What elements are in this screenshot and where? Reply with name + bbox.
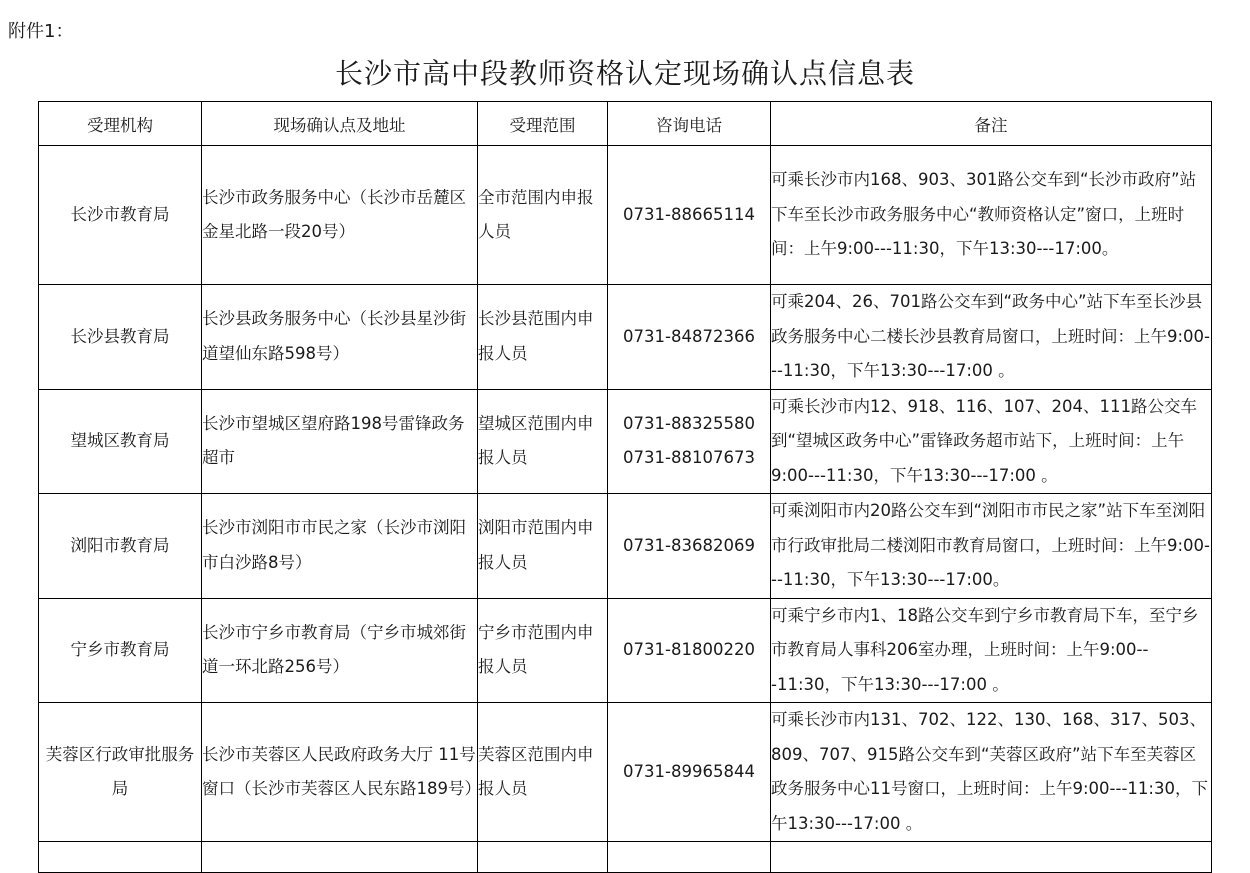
phone-cell xyxy=(608,494,771,599)
address-cell: 长沙市浏阳市市民之家（长沙市浏阳市白沙路8号） xyxy=(202,494,478,599)
phone-cell xyxy=(608,389,771,494)
phone-number: 0731-84872366 xyxy=(623,326,755,346)
table-header-row xyxy=(39,102,1212,146)
agency-cell: 宁乡市教育局 xyxy=(39,598,202,703)
phone-number: 0731-88665114 xyxy=(623,204,755,224)
table-row xyxy=(39,494,1212,599)
phone-number: 0731-81800220 xyxy=(623,640,755,659)
phone-number: 0731-89965844 xyxy=(623,761,755,781)
note-cell: 可乘长沙市内168、903、301路公交车到“长沙市政府”站下车至长沙市政务服务中心“教师资格认定”窗口，上班时间：上午9:00---11:30，下午13:30---17:00。 xyxy=(771,146,1212,285)
table-row xyxy=(39,389,1212,494)
table-row xyxy=(39,285,1212,390)
empty-cell xyxy=(608,842,771,873)
header-agency: 受理机构 xyxy=(39,102,202,146)
header-note: 备注 xyxy=(771,102,1212,146)
table-row xyxy=(39,146,1212,285)
empty-cell xyxy=(202,842,478,873)
header-phone: 咨询电话 xyxy=(608,102,771,146)
document-title: 长沙市高中段教师资格认定现场确认点信息表 xyxy=(334,57,915,90)
phone-cell xyxy=(608,598,771,703)
scope-cell: 宁乡市范围内申报人员 xyxy=(478,598,608,703)
phone-cell xyxy=(608,703,771,842)
address-cell: 长沙市宁乡市教育局（宁乡市城郊街道一环北路256号） xyxy=(202,598,478,703)
agency-cell: 望城区教育局 xyxy=(39,389,202,494)
note-cell: 可乘长沙市内12、918、116、107、204、111路公交车到“望城区政务中心”雷锋政务超市站下，上班时间：上午9:00---11:30，下午13:30---17:00 。 xyxy=(771,389,1212,494)
phone-cell xyxy=(608,285,771,390)
table-row xyxy=(39,598,1212,703)
address-cell: 长沙市政务服务中心（长沙市岳麓区金星北路一段20号） xyxy=(202,146,478,285)
agency-cell: 长沙县教育局 xyxy=(39,285,202,390)
note-cell: 可乘宁乡市内1、18路公交车到宁乡市教育局下车，至宁乡市教育局人事科206室办理，上班时间：上午9:00---11:30，下午13:30---17:00 。 xyxy=(771,598,1212,703)
agency-cell: 浏阳市教育局 xyxy=(39,494,202,599)
table-row-empty xyxy=(39,842,1212,873)
address-cell: 长沙市望城区望府路198号雷锋政务超市 xyxy=(202,389,478,494)
address-cell: 长沙县政务服务中心（长沙县星沙街道望仙东路598号） xyxy=(202,285,478,390)
note-cell: 可乘长沙市内131、702、122、130、168、317、503、809、707、915路公交车到“芙蓉区政府”站下车至芙蓉区政务服务中心11号窗口，上班时间：上午9:00---11:30，下午13:30---17:00 。 xyxy=(771,703,1212,842)
empty-cell xyxy=(39,842,202,873)
empty-cell xyxy=(771,842,1212,873)
attachment-label: 附件1： xyxy=(8,21,74,42)
scope-cell: 浏阳市范围内申报人员 xyxy=(478,494,608,599)
scope-cell: 长沙县范围内申报人员 xyxy=(478,285,608,390)
note-cell: 可乘204、26、701路公交车到“政务中心”站下车至长沙县政务服务中心二楼长沙县教育局窗口，上班时间：上午9:00---11:30，下午13:30---17:00 。 xyxy=(771,285,1212,390)
empty-cell xyxy=(478,842,608,873)
phone-number: 0731-88107673 xyxy=(623,448,755,468)
phone-number: 0731-88325580 xyxy=(623,413,755,433)
scope-cell: 望城区范围内申报人员 xyxy=(478,389,608,494)
info-table xyxy=(38,101,1212,873)
scope-cell: 芙蓉区范围内申报人员 xyxy=(478,703,608,842)
header-scope: 受理范围 xyxy=(478,102,608,146)
agency-cell: 芙蓉区行政审批服务局 xyxy=(39,703,202,842)
address-cell: 长沙市芙蓉区人民政府政务大厅 11号窗口（长沙市芙蓉区人民东路189号） xyxy=(202,703,478,842)
phone-number: 0731-83682069 xyxy=(623,535,755,555)
agency-cell: 长沙市教育局 xyxy=(39,146,202,285)
note-cell: 可乘浏阳市内20路公交车到“浏阳市市民之家”站下车至浏阳市行政审批局二楼浏阳市教育局窗口，上班时间：上午9:00---11:30，下午13:30---17:00。 xyxy=(771,494,1212,599)
table-row xyxy=(39,703,1212,842)
header-address: 现场确认点及地址 xyxy=(202,102,478,146)
phone-cell xyxy=(608,146,771,285)
scope-cell: 全市范围内申报人员 xyxy=(478,146,608,285)
